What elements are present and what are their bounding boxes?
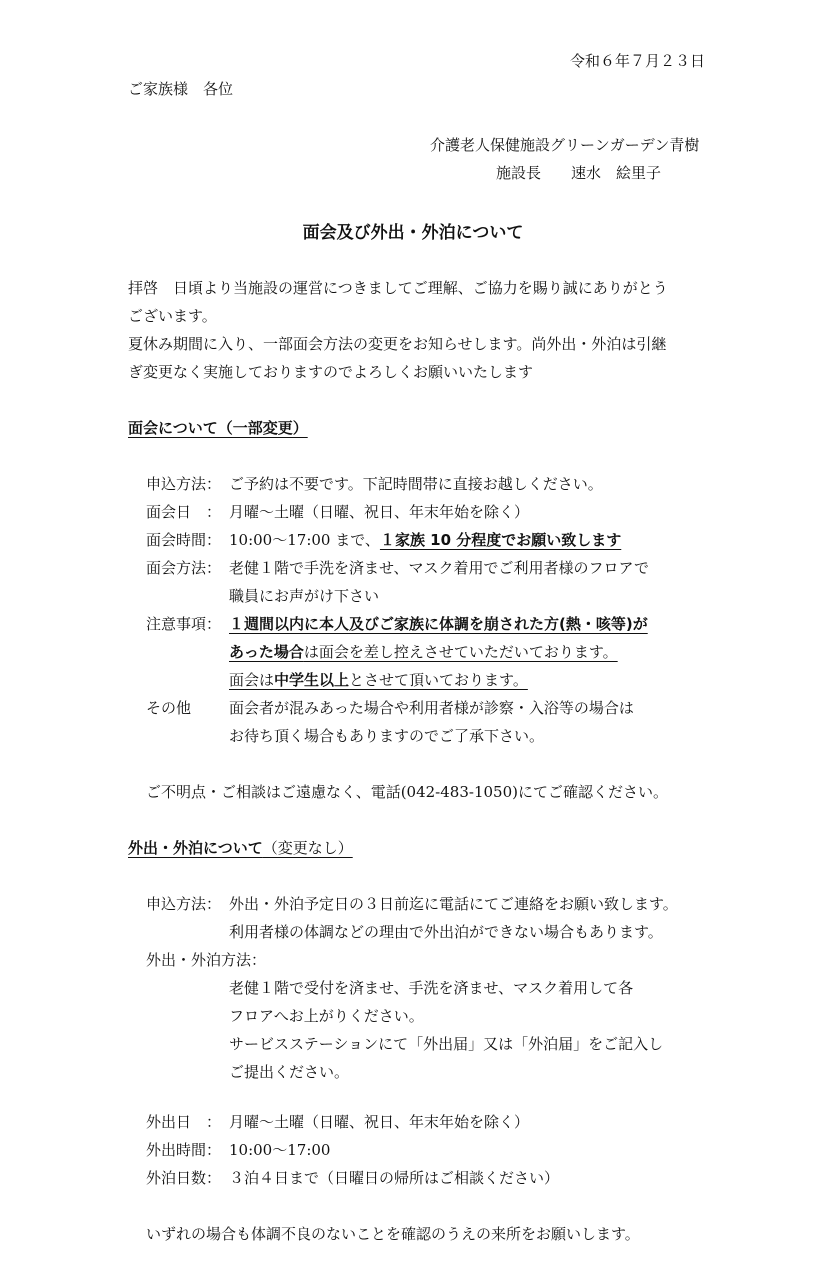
outing-method-line-3: サービスステーションにて「外出届」又は「外泊届」をご記入し [229,1035,664,1053]
closing-note: いずれの場合も体調不良のないことを確認のうえの来所をお願いします。 [146,1225,640,1243]
outing-nights-label: 外泊日数： [146,1169,222,1187]
visit-method-line-1: 老健１階で手洗を済ませ、マスク着用でご利用者様のフロアで [229,559,650,577]
outing-heading-note: （変更なし） [262,839,353,857]
outing-heading-title: 外出・外泊について [128,839,263,857]
visit-method-line-2: 職員にお声がけ下さい [229,587,380,605]
facility-name: 介護老人保健施設グリーンガーデン青樹 [430,136,700,154]
visit-time-emphasis: １家族 10 分程度でお願い致します [379,531,622,549]
visit-time-range: 10:00～17:00 まで、 [229,531,380,549]
visit-age-pre: 面会は [229,671,275,689]
visit-other-label: その他 [146,699,192,717]
visit-time-value [229,529,621,550]
intro-line-3: 夏休み期間に入り、一部面会方法の変更をお知らせします。尚外出・外泊は引継 [128,335,667,353]
visit-time-label: 面会時間： [146,531,222,549]
outing-apply-line-2: 利用者様の体調などの理由で外出泊ができない場合もあります。 [229,923,663,941]
visit-age-limit: 中学生以上 [274,671,350,689]
visit-other-line-2: お待ち頂く場合もありますのでご了承下さい。 [229,727,545,745]
intro-line-2: ございます。 [128,307,217,325]
visit-notice-line-2 [229,641,618,662]
visit-days-value: 月曜～土曜（日曜、祝日、年末年始を除く） [229,503,530,521]
outing-method-line-1: 老健１階で受付を済ませ、手洗を済ませ、マスク着用して各 [229,979,634,997]
visit-notice-label: 注意事項： [146,615,222,633]
visit-notice-line-3 [229,669,528,690]
visit-notice-bold: あった場合 [229,643,304,661]
visit-method-label: 面会方法： [146,559,222,577]
outing-days-value: 月曜～土曜（日曜、祝日、年末年始を除く） [229,1113,530,1131]
outing-method-line-2: フロアへお上がりください。 [229,1007,424,1025]
visit-apply-value: ご予約は不要です。下記時間帯に直接お越しください。 [229,475,603,493]
visit-apply-label: 申込方法： [146,475,222,493]
visit-contact: ご不明点・ご相談はご遠慮なく、電話(042-483-1050)にてご確認ください。 [146,783,668,801]
outing-method-line-4: ご提出ください。 [229,1063,350,1081]
visit-age-post: とさせて頂いております。 [349,671,528,689]
outing-apply-label: 申込方法： [146,895,222,913]
document-date: 令和６年７月２３日 [570,52,706,70]
outing-section-heading [128,837,353,858]
visit-section-heading: 面会について（一部変更） [128,419,308,437]
outing-time-label: 外出時間： [146,1141,222,1159]
director-name: 施設長 速水 絵里子 [496,164,662,182]
outing-time-value: 10:00～17:00 [229,1141,331,1159]
outing-apply-line-1: 外出・外泊予定日の３日前迄に電話にてご連絡をお願い致します。 [229,895,678,913]
intro-line-1: 拝啓 日頃より当施設の運営につきましてご理解、ご協力を賜り誠にありがとう [128,279,668,297]
visit-notice-line-1: １週間以内に本人及びご家族に体調を崩された方(熱・咳等)が [229,615,648,633]
outing-days-label: 外出日 ： [146,1113,222,1131]
intro-line-4: ぎ変更なく実施しておりますのでよろしくお願いいたします [128,363,534,381]
document-title: 面会及び外出・外泊について [302,223,524,243]
visit-notice-rest: は面会を差し控えさせていただいております。 [303,643,618,661]
outing-method-label: 外出・外泊方法： [146,951,267,969]
visit-other-line-1: 面会者が混みあった場合や利用者様が診察・入浴等の場合は [229,699,634,717]
outing-nights-value: ３泊４日まで（日曜日の帰所はご相談ください） [229,1169,560,1187]
visit-days-label: 面会日 ： [146,503,222,521]
recipient: ご家族様 各位 [128,80,234,98]
